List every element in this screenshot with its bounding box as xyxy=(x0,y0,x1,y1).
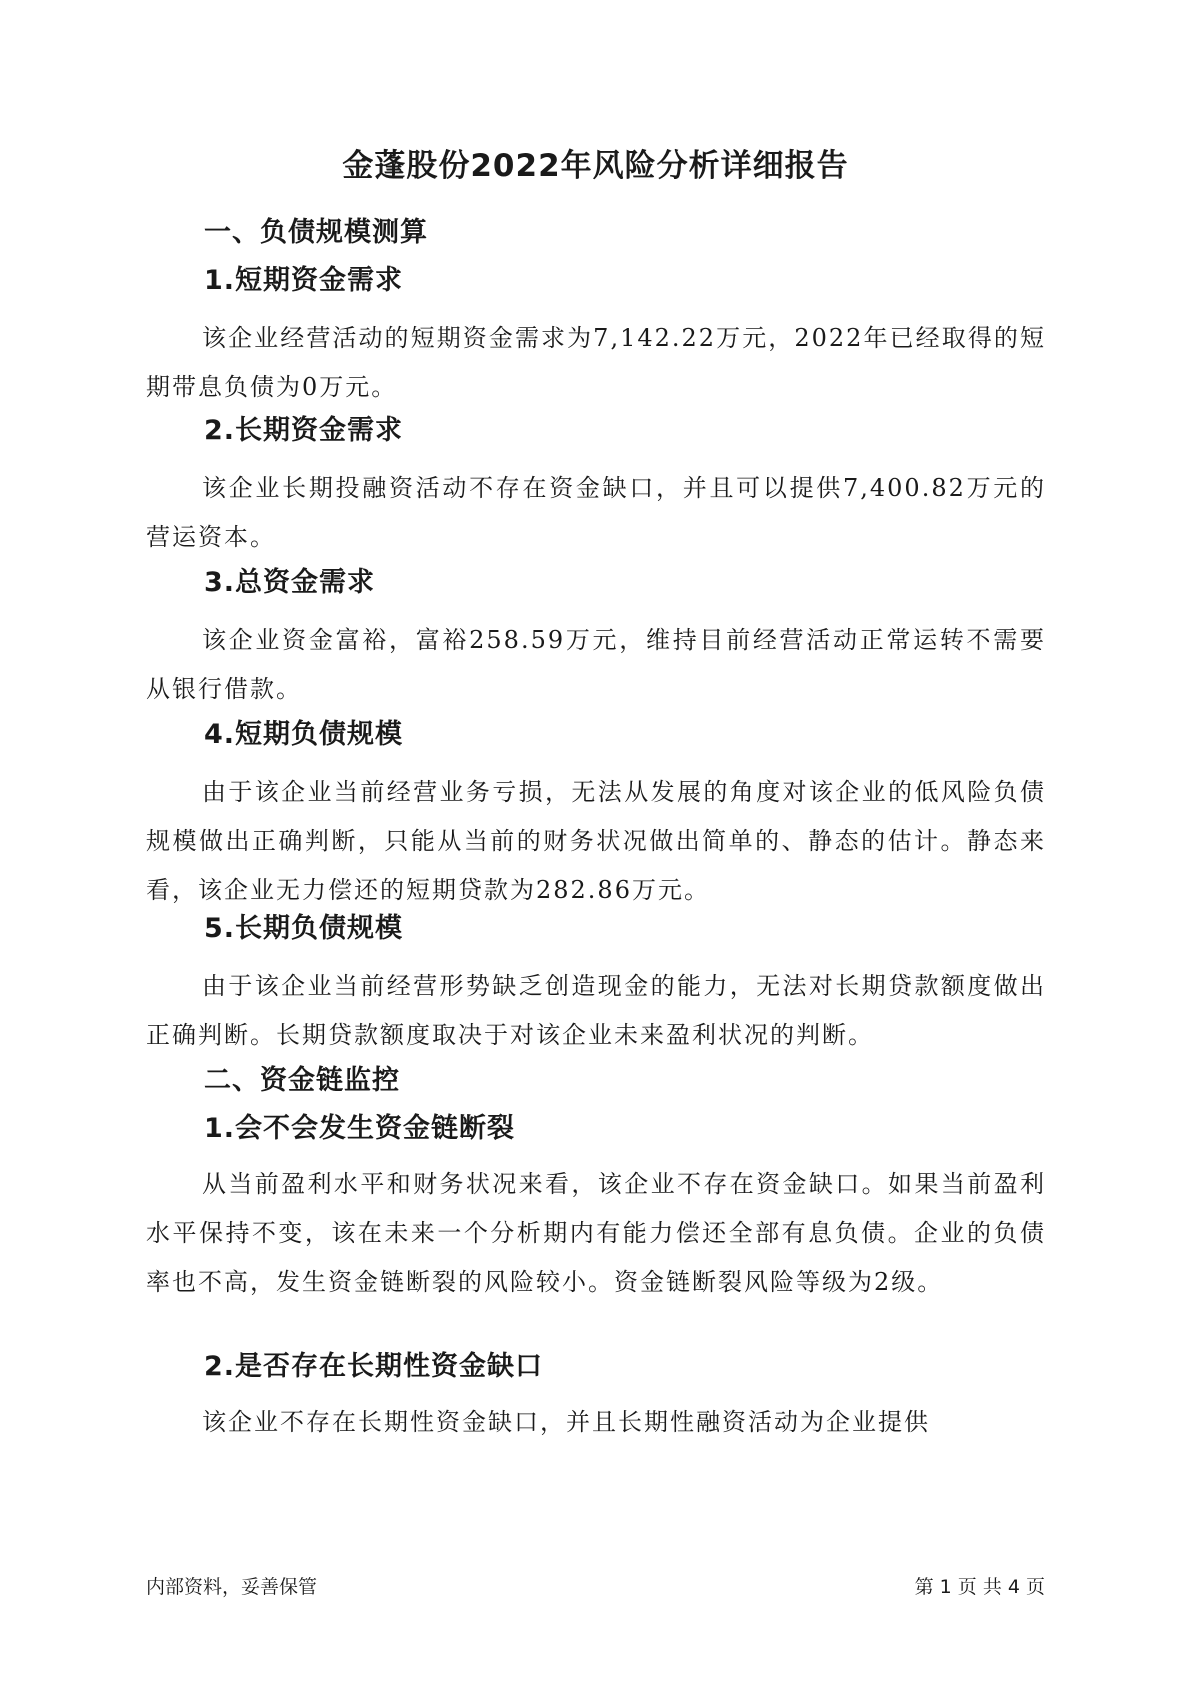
subsection-heading-long-term-gap: 2.是否存在长期性资金缺口 xyxy=(204,1351,544,1382)
paragraph-chain-break: 从当前盈利水平和财务状况来看，该企业不存在资金缺口。如果当前盈利水平保持不变，该在未来一个分析期内有能力偿还全部有息负债。企业的负债率也不高，发生资金链断裂的风险较小。资金链断裂风险等级为2级。 xyxy=(146,1170,1046,1296)
footer-confidential-note: 内部资料，妥善保管 xyxy=(146,1576,318,1598)
paragraph-long-term-gap: 该企业不存在长期性资金缺口，并且长期性融资活动为企业提供 xyxy=(202,1408,930,1436)
subsection-heading-short-term-funding: 1.短期资金需求 xyxy=(204,265,404,296)
subsection-heading-long-term-funding: 2.长期资金需求 xyxy=(204,415,404,446)
footer-page-number: 第 1 页 共 4 页 xyxy=(914,1576,1045,1598)
subsection-heading-short-term-liability: 4.短期负债规模 xyxy=(204,719,404,750)
subsection-heading-total-funding: 3.总资金需求 xyxy=(204,567,376,598)
section-heading-liability-scale: 一、负债规模测算 xyxy=(204,217,428,248)
paragraph-short-term-liability: 由于该企业当前经营业务亏损，无法从发展的角度对该企业的低风险负债规模做出正确判断，只能从当前的财务状况做出简单的、静态的估计。静态来看，该企业无力偿还的短期贷款为282.86万元。 xyxy=(146,778,1046,904)
paragraph-long-term-liability: 由于该企业当前经营形势缺乏创造现金的能力，无法对长期贷款额度做出正确判断。长期贷款额度取决于对该企业未来盈利状况的判断。 xyxy=(146,972,1046,1049)
paragraph-long-term-funding: 该企业长期投融资活动不存在资金缺口，并且可以提供7,400.82万元的营运资本。 xyxy=(146,474,1046,551)
paragraph-total-funding: 该企业资金富裕，富裕258.59万元，维持目前经营活动正常运转不需要从银行借款。 xyxy=(146,626,1046,703)
subsection-heading-long-term-liability: 5.长期负债规模 xyxy=(204,913,404,944)
section-heading-cash-chain: 二、资金链监控 xyxy=(204,1065,400,1096)
subsection-heading-chain-break: 1.会不会发生资金链断裂 xyxy=(204,1113,516,1144)
page-title: 金蓬股份2022年风险分析详细报告 xyxy=(342,148,849,184)
paragraph-short-term-funding: 该企业经营活动的短期资金需求为7,142.22万元，2022年已经取得的短期带息负债为0万元。 xyxy=(146,324,1046,401)
